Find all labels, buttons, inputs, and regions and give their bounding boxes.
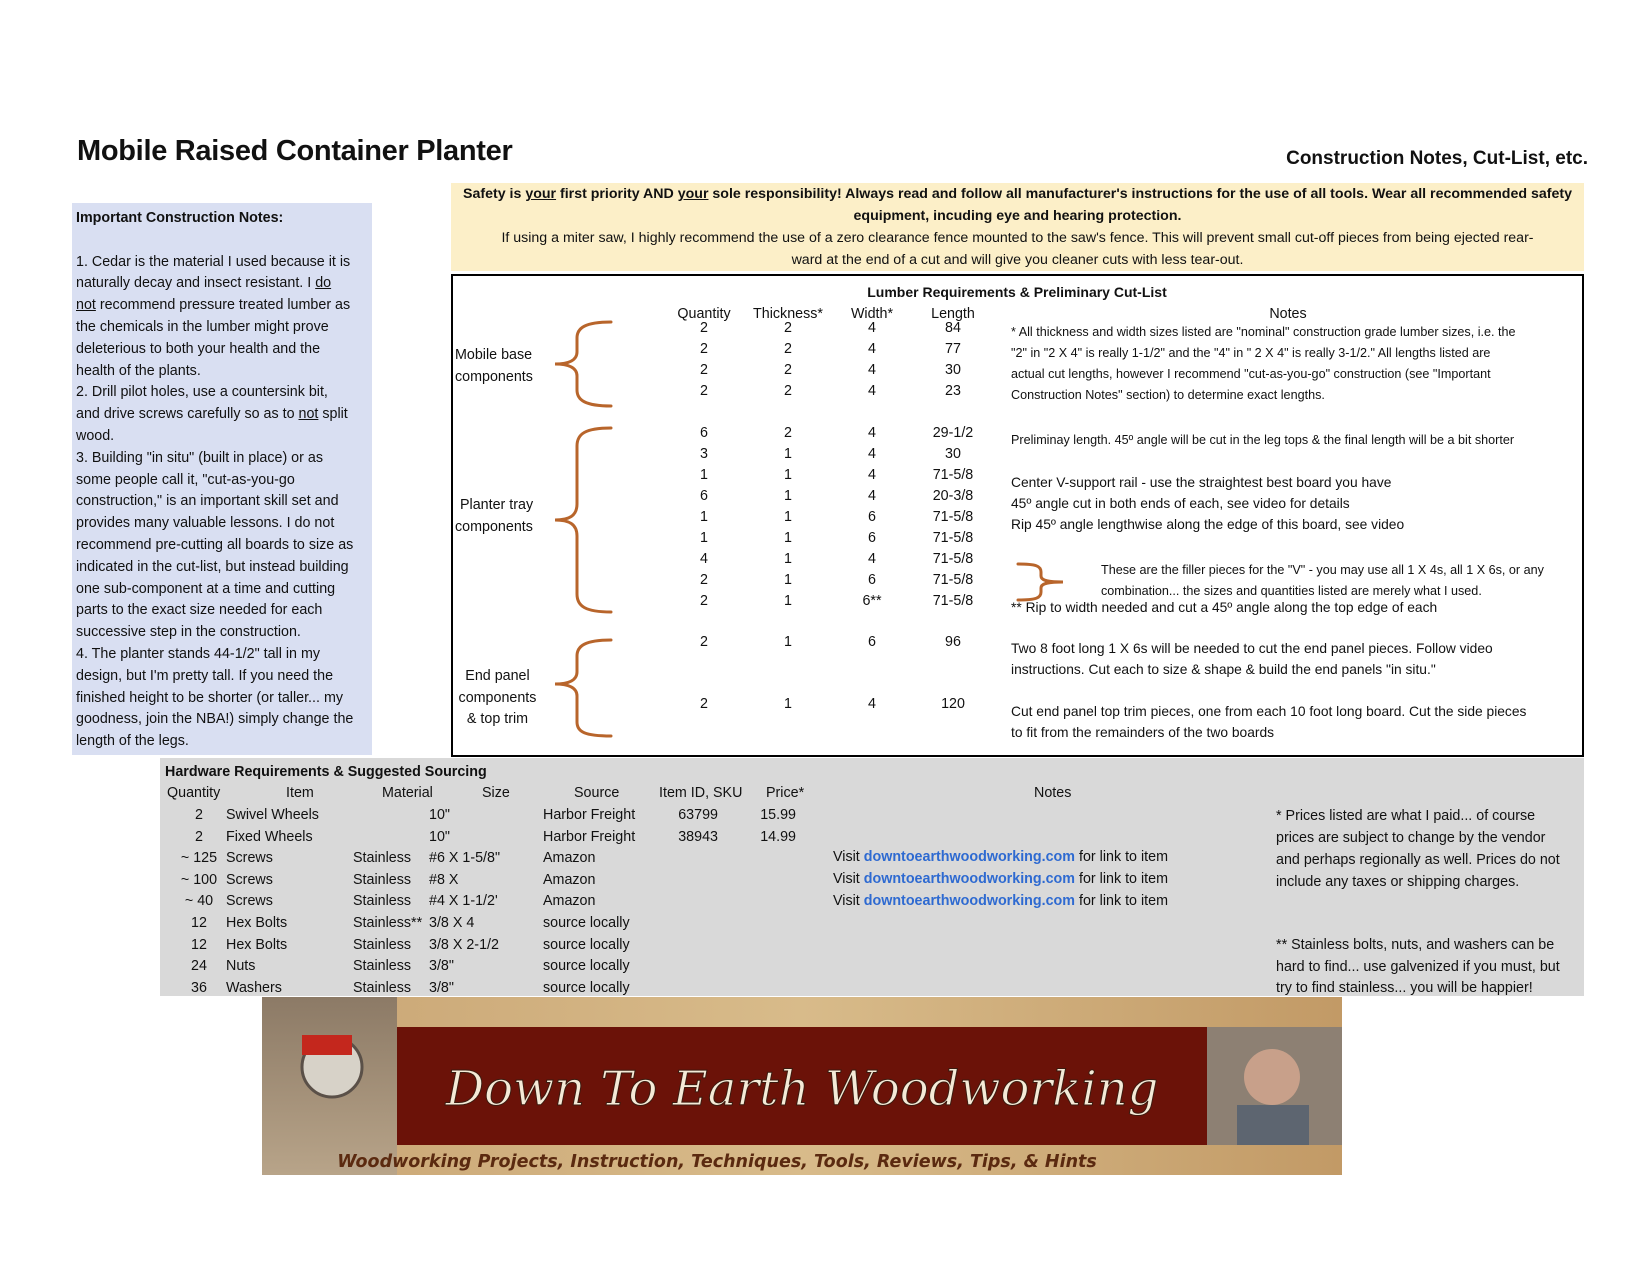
note-line: 2. Drill pilot holes, use a countersink bit,: [76, 384, 328, 401]
lumber-cell-thickness: 2: [784, 320, 792, 336]
lumber-cell-thickness: 1: [784, 593, 792, 609]
col-header-length: Length: [931, 306, 975, 322]
lumber-cell-width: 6: [868, 530, 876, 546]
hw-cell-source: Harbor Freight: [543, 807, 636, 823]
hw-cell-item: Swivel Wheels: [226, 807, 319, 823]
lumber-cell-length: 77: [945, 341, 961, 357]
note-line: some people call it, "cut-as-you-go: [76, 471, 295, 488]
lumber-cell-width: 4: [868, 467, 876, 483]
hw-header-notes: Notes: [1034, 785, 1072, 801]
note-line: goodness, join the NBA!) simply change the: [76, 711, 354, 728]
lumber-cut-list: [451, 274, 1584, 757]
lumber-cell-thickness: 1: [784, 634, 792, 650]
hw-cell-qty: ~ 100: [180, 871, 218, 888]
hw-cell-material: Stainless: [353, 850, 412, 867]
presenter-face: [1244, 1049, 1300, 1105]
hw-cell-sku: 38943: [678, 828, 718, 845]
brace-mobile-base: [555, 322, 611, 406]
hw-cell-qty: 24: [191, 958, 207, 975]
lumber-cell-width: 6: [868, 509, 876, 525]
lumber-cell-length: 96: [945, 634, 961, 650]
hw-cell-size: 3/8 X 2-1/2: [429, 936, 499, 953]
safety-line-2: equipment, incuding eye and hearing protection.: [853, 208, 1182, 224]
lumber-cell-qty: 1: [700, 530, 708, 546]
website-link[interactable]: downtoearthwoodworking.com: [863, 849, 1076, 865]
note-line: finished height to be shorter (or taller... my: [76, 689, 344, 706]
note-line: the chemicals in the lumber might prove: [76, 318, 329, 335]
lumber-cell-qty: 2: [700, 634, 708, 650]
hw-header-sku: Item ID, SKU: [659, 785, 743, 801]
banner-title: Down To Earth Woodworking: [445, 1061, 1159, 1117]
hw-cell-source: Harbor Freight: [543, 828, 636, 845]
lumber-cell-qty: 2: [700, 383, 708, 399]
hw-cell-source: Amazon: [543, 893, 596, 910]
hw-cell-source: source locally: [543, 958, 630, 975]
hw-cell-material: Stainless: [353, 871, 412, 888]
website-link[interactable]: downtoearthwoodworking.com: [863, 871, 1076, 887]
hw-cell-size: 3/8 X 4: [429, 915, 475, 931]
lumber-cell-length: 29-1/2: [932, 425, 974, 441]
lumber-cell-thickness: 1: [784, 572, 792, 588]
note-line: wood.: [76, 427, 115, 444]
visit-link-row: Visit downtoearthwoodworking.com for link to item: [833, 893, 1168, 909]
banner-graphic: [262, 997, 1342, 1175]
hw-header-item: Item: [286, 785, 314, 801]
col-header-thickness: Thickness*: [753, 306, 823, 322]
hw-cell-qty: 12: [191, 936, 207, 953]
col-header-width: Width*: [850, 306, 894, 322]
lumber-cell-qty: 2: [700, 320, 708, 336]
note-line: indicated in the cut-list, but instead building: [76, 558, 349, 575]
lumber-cell-thickness: 1: [784, 551, 792, 567]
hardware-title: Hardware Requirements & Suggested Sourcing: [165, 764, 487, 780]
lumber-cell-thickness: 1: [784, 696, 792, 712]
hardware-panel: [160, 758, 1584, 996]
lumber-cell-length: 120: [941, 696, 965, 712]
website-link[interactable]: downtoearthwoodworking.com: [863, 893, 1076, 909]
lumber-cell-width: 6: [868, 572, 876, 588]
lumber-cell-qty: 2: [700, 593, 708, 609]
lumber-cell-width: 4: [868, 551, 876, 567]
lumber-cell-thickness: 2: [784, 425, 792, 441]
lumber-cell-width: 4: [868, 320, 876, 336]
brace-planter-tray: [555, 428, 611, 612]
lumber-note-angle: 45º angle cut in both ends of each, see video for details: [1011, 496, 1350, 511]
lumber-cell-qty: 2: [700, 341, 708, 357]
hw-cell-price: 15.99: [760, 807, 796, 823]
hw-cell-size: 10": [429, 828, 450, 845]
lumber-cell-qty: 2: [700, 696, 708, 712]
hw-cell-item: Screws: [226, 850, 273, 867]
hw-cell-item: Hex Bolts: [226, 915, 288, 931]
lumber-cell-length: 71-5/8: [932, 572, 974, 588]
group-label-mobile-base: Mobile base components: [455, 347, 533, 385]
hw-cell-price: 14.99: [760, 828, 796, 845]
note-line: parts to the exact size needed for each: [76, 602, 323, 619]
lumber-note-center: Center V-support rail - use the straightest best board you have: [1011, 475, 1392, 490]
hw-cell-item: Screws: [226, 893, 273, 910]
note-line: health of the plants.: [76, 362, 201, 379]
hw-cell-size: #8 X: [429, 871, 459, 888]
note-line: length of the legs.: [76, 733, 189, 750]
hw-cell-size: #6 X 1-5/8": [429, 850, 501, 867]
saw-housing: [302, 1035, 352, 1055]
hw-cell-item: Screws: [226, 871, 273, 888]
hw-cell-material: Stainless: [353, 936, 412, 953]
lumber-cell-width: 6: [868, 634, 876, 650]
lumber-cell-length: 71-5/8: [932, 467, 974, 483]
note-line: not recommend pressure treated lumber as: [76, 297, 351, 314]
lumber-cell-length: 71-5/8: [932, 530, 974, 546]
miter-saw-line-2: ward at the end of a cut and will give you cleaner cuts with less tear-out.: [791, 252, 1244, 268]
hw-cell-source: source locally: [543, 915, 630, 931]
construction-notes-panel: [72, 203, 372, 755]
banner-tagline: Woodworking Projects, Instruction, Techniques, Tools, Reviews, Tips, & Hints: [337, 1152, 1097, 1172]
construction-notes-heading: Important Construction Notes:: [76, 210, 284, 226]
col-header-quantity: Quantity: [677, 306, 731, 322]
hw-cell-source: source locally: [543, 936, 630, 953]
col-header-notes: Notes: [1269, 306, 1307, 322]
note-line: naturally decay and insect resistant. I do: [76, 275, 332, 292]
lumber-cell-length: 84: [945, 320, 961, 336]
hw-cell-source: Amazon: [543, 850, 596, 867]
lumber-title: Lumber Requirements & Preliminary Cut-List: [867, 284, 1167, 300]
brace-end-panel: [555, 640, 611, 736]
hw-header-material: Material: [382, 785, 433, 801]
hw-cell-material: Stainless: [353, 893, 412, 910]
group-label-planter-tray: Planter tray components: [455, 497, 534, 535]
lumber-cell-width: 4: [868, 488, 876, 504]
note-line: 4. The planter stands 44-1/2" tall in my: [76, 645, 321, 662]
visit-link-row: Visit downtoearthwoodworking.com for link to item: [833, 871, 1168, 887]
lumber-cell-length: 30: [945, 362, 961, 378]
hw-cell-qty: 12: [191, 915, 207, 931]
lumber-cell-width: 4: [868, 362, 876, 378]
hw-cell-material: Stainless**: [353, 915, 423, 931]
hw-cell-qty: 36: [191, 979, 207, 996]
lumber-cell-thickness: 1: [784, 509, 792, 525]
page-title: Mobile Raised Container Planter: [77, 135, 513, 167]
lumber-cell-width: 4: [868, 696, 876, 712]
page-subtitle: Construction Notes, Cut-List, etc.: [1286, 148, 1588, 169]
lumber-cell-qty: 1: [700, 509, 708, 525]
hw-cell-item: Nuts: [226, 958, 256, 975]
lumber-cell-thickness: 1: [784, 488, 792, 504]
lumber-cell-length: 71-5/8: [932, 551, 974, 567]
lumber-cell-thickness: 1: [784, 530, 792, 546]
price-note: * Prices listed are what I paid... of course prices are subject to change by the vendor and perhaps regionally as well. Prices do not include any taxes or shipping charges.: [1276, 808, 1560, 890]
lumber-cell-thickness: 2: [784, 383, 792, 399]
hw-cell-source: source locally: [543, 979, 630, 996]
hw-cell-sku: 63799: [678, 807, 718, 823]
lumber-cell-thickness: 1: [784, 446, 792, 462]
note-line: and drive screws carefully so as to not split: [76, 406, 348, 423]
note-line: one sub-component at a time and cutting: [76, 580, 336, 597]
note-line: construction," is an important skill set and: [76, 493, 339, 510]
safety-line-1: Safety is your first priority AND your sole responsibility! Always read and follow all manufacturer's instructions for the use of all tools. Wear all recommended safety: [463, 186, 1572, 202]
note-line: successive step in the construction.: [76, 624, 301, 641]
lumber-cell-qty: 3: [700, 446, 708, 462]
hw-cell-qty: ~ 125: [180, 850, 218, 867]
hw-cell-size: 10": [429, 807, 450, 823]
lumber-cell-length: 30: [945, 446, 961, 462]
note-line: recommend pre-cutting all boards to size as: [76, 536, 354, 553]
lumber-cell-width: 4: [868, 446, 876, 462]
hw-cell-item: Hex Bolts: [226, 936, 288, 953]
miter-saw-line-1: If using a miter saw, I highly recommend the use of a zero clearance fence mounted to the saw's fence. This will prevent small cut-off pieces from being ejected rear-: [501, 230, 1534, 246]
lumber-cell-qty: 1: [700, 467, 708, 483]
group-label-end-panel: End panel components & top trim: [458, 668, 537, 727]
hw-cell-qty: ~ 40: [184, 893, 214, 910]
lumber-cell-width: 4: [868, 383, 876, 399]
hw-cell-item: Washers: [226, 979, 282, 996]
lumber-note-nominal: * All thickness and width sizes listed are "nominal" construction grade lumber sizes, i.e. the "2" in "2 X 4" is really 1-1/2" and the "4" in " 2 X 4" is really 3-1/2." All lengths listed are actual cut lengths, however I recommend "cut-as-you-go" construction (see "Important Construction Notes" section) to determine exact lengths.: [1011, 325, 1516, 402]
safety-notice: [451, 183, 1584, 271]
lumber-note-filler: These are the filler pieces for the "V" - you may use all 1 X 4s, all 1 X 6s, or any combination... the sizes and quantities listed are merely what I used.: [1101, 563, 1544, 598]
lumber-note-trim: Cut end panel top trim pieces, one from each 10 foot long board. Cut the side pieces to fit from the remainders of the two boards: [1011, 704, 1527, 740]
lumber-cell-length: 71-5/8: [932, 509, 974, 525]
lumber-cell-qty: 4: [700, 551, 708, 567]
hw-cell-item: Fixed Wheels: [226, 828, 313, 845]
hw-cell-material: Stainless: [353, 958, 412, 975]
hw-header-size: Size: [482, 785, 510, 801]
lumber-cell-length: 71-5/8: [932, 593, 974, 609]
note-line: deleterious to both your health and the: [76, 340, 321, 357]
lumber-cell-qty: 2: [700, 362, 708, 378]
hw-cell-size: #4 X 1-1/2': [429, 893, 498, 910]
hw-cell-material: Stainless: [353, 979, 412, 996]
lumber-cell-width: 6**: [862, 593, 882, 609]
hw-cell-qty: 2: [195, 807, 203, 823]
presenter-shirt: [1237, 1105, 1309, 1145]
lumber-note-rip: Rip 45º angle lengthwise along the edge of this board, see video: [1011, 517, 1405, 532]
lumber-note-end-panel: Two 8 foot long 1 X 6s will be needed to cut the end panel pieces. Follow video instructions. Cut each to size & shape & build the end panels "in situ.": [1011, 641, 1493, 677]
lumber-note-prelim: Preliminay length. 45º angle will be cut in the leg tops & the final length will be a bit shorter: [1011, 433, 1515, 447]
lumber-cell-qty: 2: [700, 572, 708, 588]
lumber-note-rip-top: ** Rip to width needed and cut a 45º angle along the top edge of each: [1011, 600, 1438, 615]
lumber-cell-qty: 6: [700, 425, 708, 441]
note-line: design, but I'm pretty tall. If you need the: [76, 667, 334, 684]
lumber-cell-width: 4: [868, 341, 876, 357]
brand-banner: [262, 997, 1342, 1175]
note-line: provides many valuable lessons. I do not: [76, 515, 335, 532]
hw-cell-size: 3/8": [429, 958, 454, 975]
bolt-note: ** Stainless bolts, nuts, and washers can be hard to find... use galvenized if you must, but try to find stainless... you will be happier!: [1276, 937, 1560, 996]
lumber-cell-qty: 6: [700, 488, 708, 504]
lumber-cell-thickness: 1: [784, 467, 792, 483]
lumber-cell-thickness: 2: [784, 341, 792, 357]
hw-cell-qty: 2: [195, 828, 203, 845]
lumber-cell-width: 4: [868, 425, 876, 441]
hw-header-quantity: Quantity: [167, 785, 221, 801]
hw-header-source: Source: [574, 785, 620, 801]
hw-header-price: Price*: [766, 785, 805, 801]
hw-cell-source: Amazon: [543, 871, 596, 888]
note-line: 1. Cedar is the material I used because it is: [76, 253, 351, 270]
hw-cell-size: 3/8": [429, 979, 454, 996]
note-line: 3. Building "in situ" (built in place) or as: [76, 449, 323, 466]
lumber-cell-length: 23: [945, 383, 961, 399]
visit-link-row: Visit downtoearthwoodworking.com for link to item: [833, 849, 1168, 865]
brace-filler: [1018, 564, 1063, 600]
lumber-cell-length: 20-3/8: [932, 488, 974, 504]
lumber-cell-thickness: 2: [784, 362, 792, 378]
